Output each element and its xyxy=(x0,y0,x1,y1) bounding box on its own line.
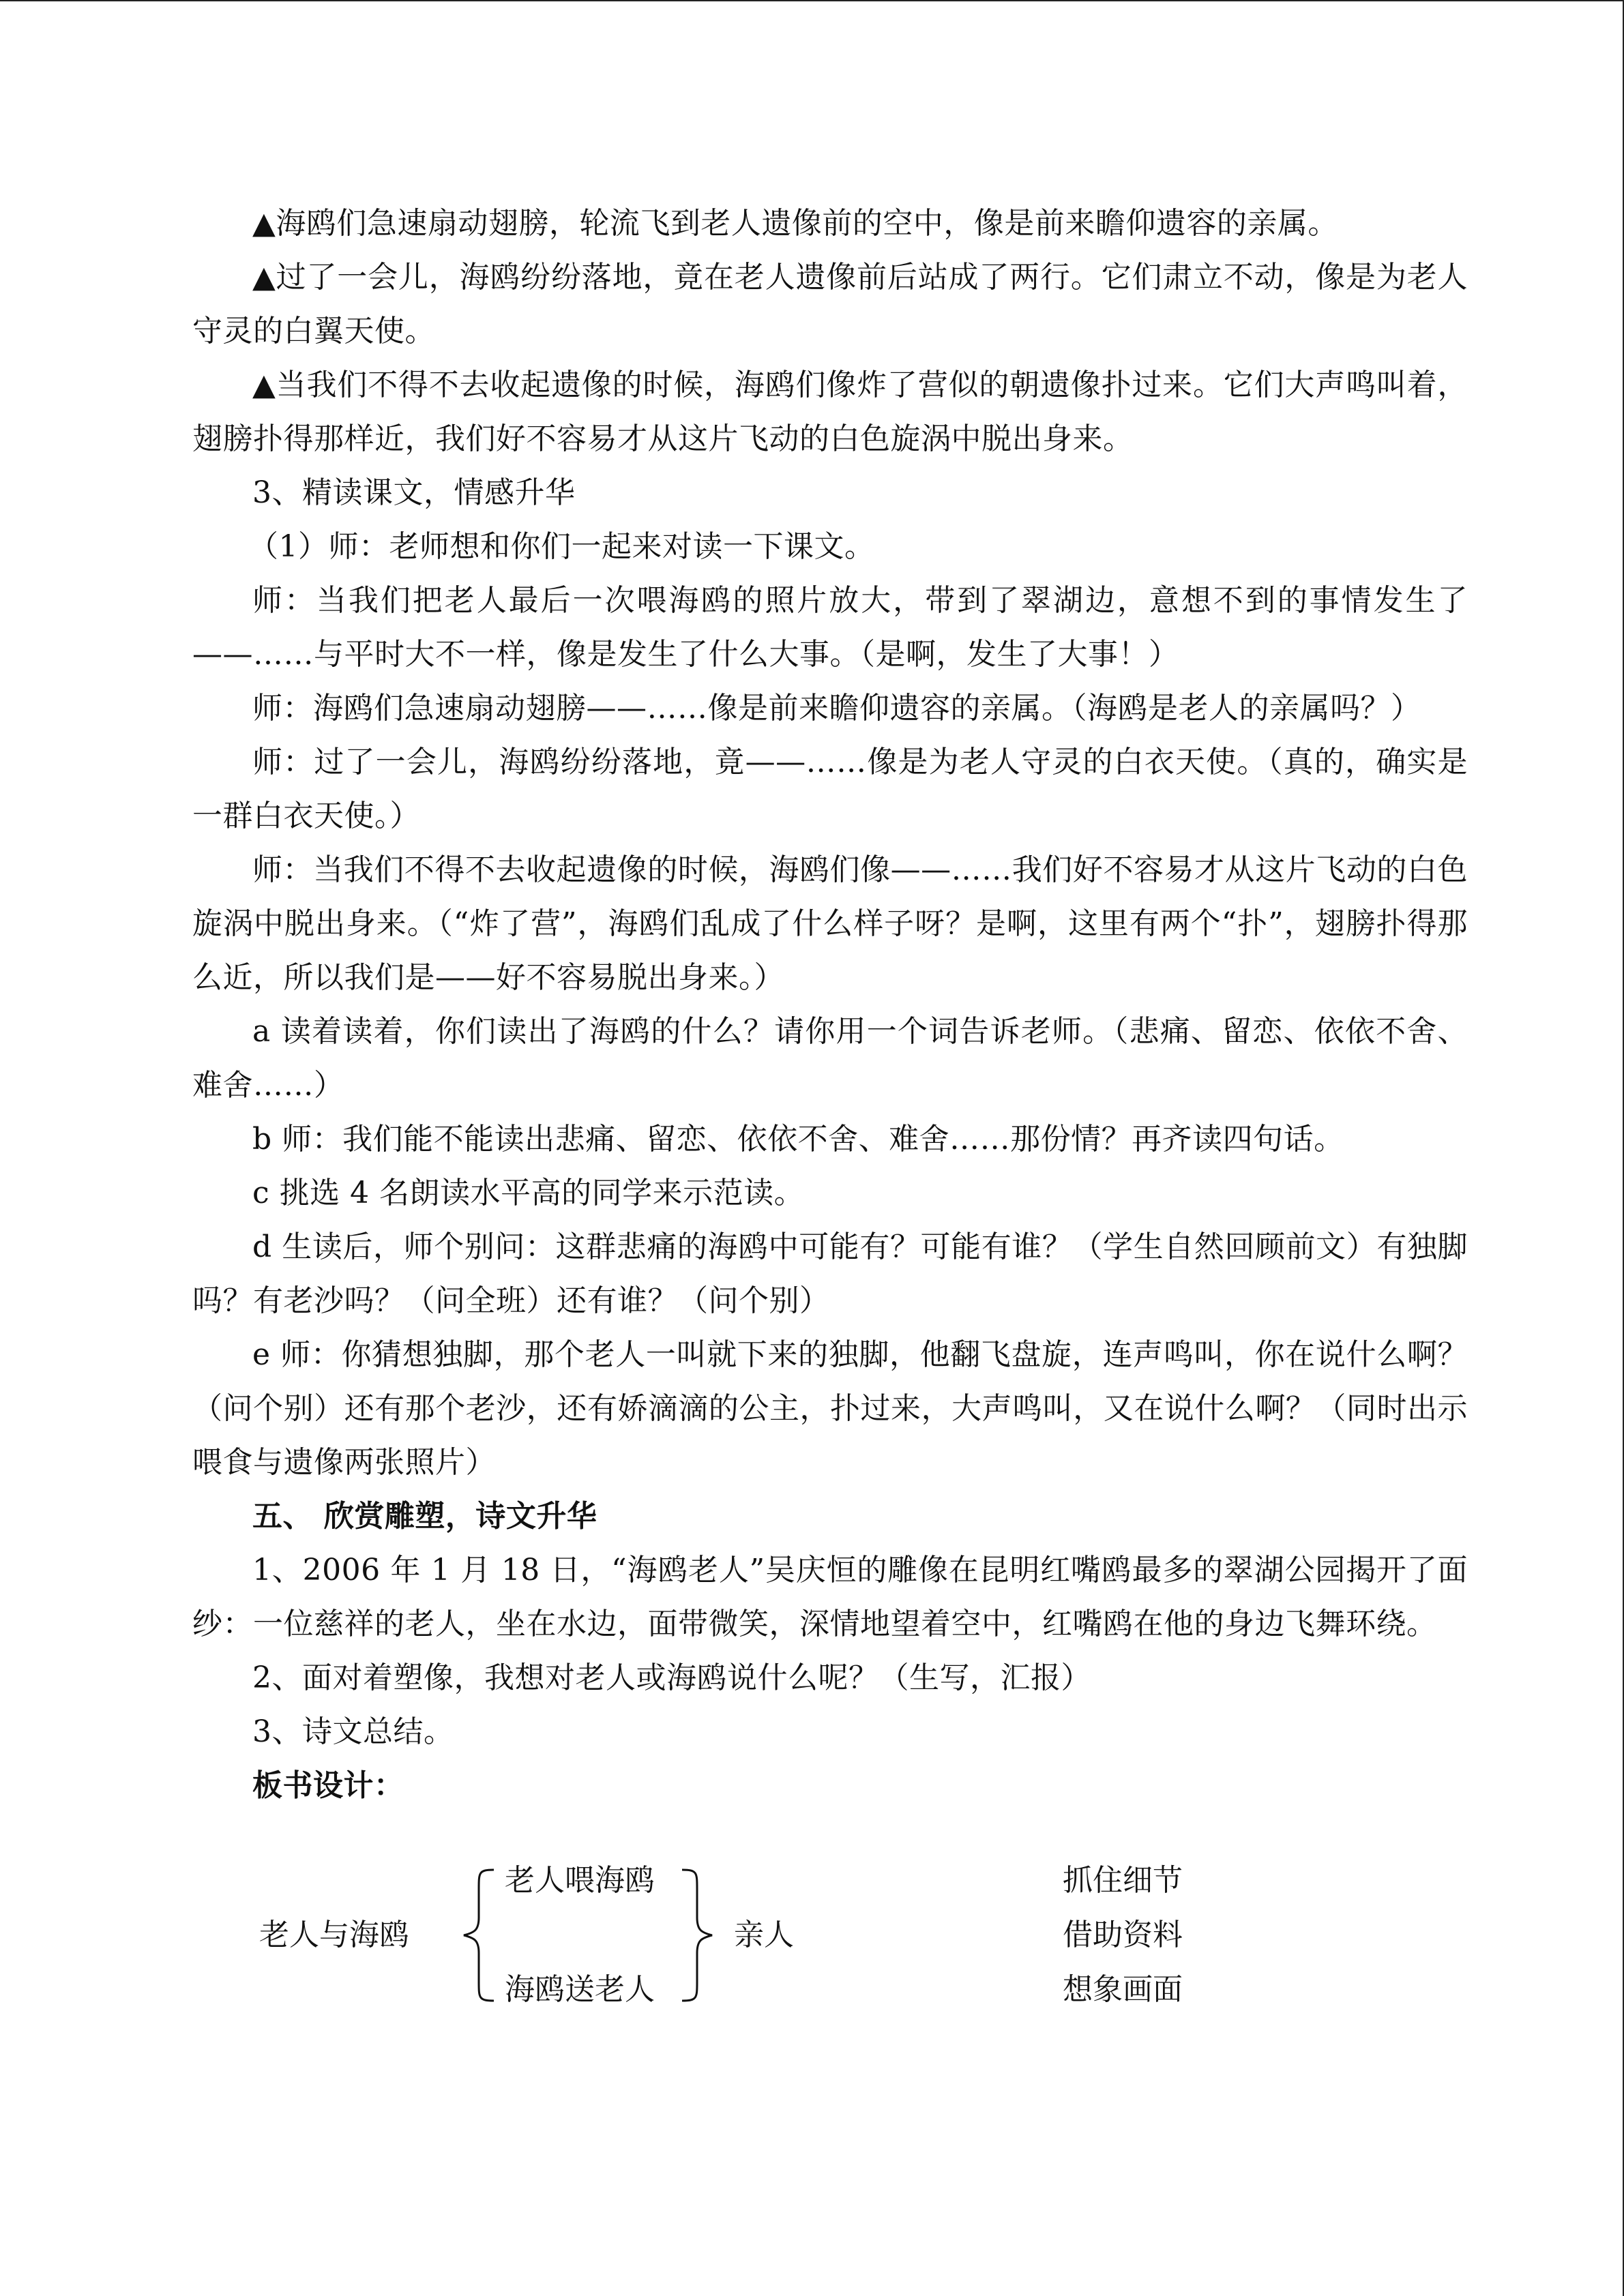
board-title: 老人与海鸥 xyxy=(259,1918,409,1952)
document-body xyxy=(192,196,1468,1813)
left-brace xyxy=(464,1870,494,2001)
board-branch-bottom: 海鸥送老人 xyxy=(505,1972,655,2007)
step-3-sub-1: （1）师：老师想和你们一起来对读一下课文。 xyxy=(248,529,875,564)
teacher-line-1: 师：当我们把老人最后一次喂海鸥的照片放大，带到了翠湖边，意想不到的事情发生了——……与平时大不一样，像是发生了什么大事。（是啊，发生了大事！） xyxy=(192,583,1468,672)
board-design-diagram xyxy=(192,1855,1468,2018)
board-method-1: 抓住细节 xyxy=(1063,1863,1183,1898)
activity-e: e 师：你猜想独脚，那个老人一叫就下来的独脚，他翻飞盘旋，连声鸣叫，你在说什么啊？（问个别）还有那个老沙，还有娇滴滴的公主，扑过来，大声鸣叫，又在说什么啊？（同时出示喂食与遗像两张照片） xyxy=(192,1337,1468,1480)
section-5-item-1: 1、2006 年 1 月 18 日，“海鸥老人”吴庆恒的雕像在昆明红嘴鸥最多的翠湖公园揭开了面纱：一位慈祥的老人，坐在水边，面带微笑，深情地望着空中，红嘴鸥在他的身边飞舞环绕。 xyxy=(192,1553,1468,1641)
section-5-item-3: 3、诗文总结。 xyxy=(252,1714,454,1749)
activity-b: b 师：我们能不能读出悲痛、留恋、依依不舍、难舍……那份情？再齐读四句话。 xyxy=(252,1122,1344,1157)
paragraph-seagull-flap: ▲海鸥们急速扇动翅膀，轮流飞到老人遗像前的空中，像是前来瞻仰遗容的亲属。 xyxy=(252,206,1338,241)
step-3-heading: 3、精读课文，情感升华 xyxy=(252,475,576,510)
paragraph-seagull-pounce: ▲当我们不得不去收起遗像的时候，海鸥们像炸了营似的朝遗像扑过来。它们大声鸣叫着，翅膀扑得那样近，我们好不容易才从这片飞动的白色旋涡中脱出身来。 xyxy=(192,368,1468,456)
teacher-line-2: 师：海鸥们急速扇动翅膀——……像是前来瞻仰遗容的亲属。（海鸥是老人的亲属吗？） xyxy=(252,691,1421,726)
activity-c: c 挑选 4 名朗读水平高的同学来示范读。 xyxy=(252,1176,805,1210)
board-method-2: 借助资料 xyxy=(1063,1918,1183,1952)
activity-a: a 读着读着，你们读出了海鸥的什么？请你用一个词告诉老师。（悲痛、留恋、依依不舍、难舍……） xyxy=(192,1014,1468,1103)
teacher-line-4: 师：当我们不得不去收起遗像的时候，海鸥们像——……我们好不容易才从这片飞动的白色旋涡中脱出身来。（“炸了营”，海鸥们乱成了什么样子呀？是啊，这里有两个“扑”，翅膀扑得那么近，所以我们是——好不容易脱出身来。） xyxy=(192,852,1468,995)
paragraph-seagull-land: ▲过了一会儿，海鸥纷纷落地，竟在老人遗像前后站成了两行。它们肃立不动，像是为老人守灵的白翼天使。 xyxy=(192,260,1468,348)
section-5-item-2: 2、面对着塑像，我想对老人或海鸥说什么呢？（生写，汇报） xyxy=(252,1660,1091,1695)
section-5-heading: 五、 欣赏雕塑，诗文升华 xyxy=(252,1499,597,1534)
board-branch-top: 老人喂海鸥 xyxy=(505,1863,655,1898)
board-design-heading: 板书设计： xyxy=(252,1768,404,1803)
right-brace xyxy=(682,1870,712,2001)
board-result: 亲人 xyxy=(734,1918,794,1952)
board-method-3: 想象画面 xyxy=(1063,1972,1183,2007)
teacher-line-3: 师：过了一会儿，海鸥纷纷落地，竟——……像是为老人守灵的白衣天使。（真的，确实是一群白衣天使。） xyxy=(192,745,1468,833)
activity-d: d 生读后，师个别问：这群悲痛的海鸥中可能有？可能有谁？（学生自然回顾前文）有独脚吗？有老沙吗？（问全班）还有谁？（问个别） xyxy=(192,1229,1468,1318)
